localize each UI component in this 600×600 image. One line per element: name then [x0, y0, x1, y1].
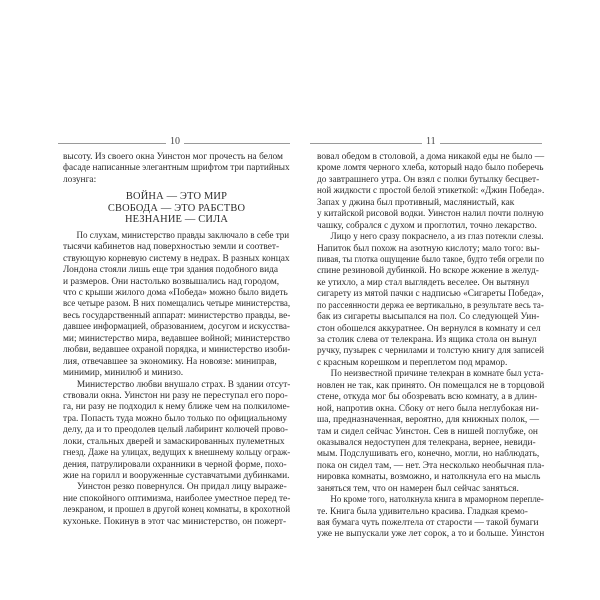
text-line: леэкраном, и прошел в другой конец комнаты, в крохотной [63, 505, 291, 516]
text-line: заняться тем, что он намерен был сейчас заняться. [317, 483, 519, 494]
text-line: Напиток был похож на азотную кислоту; мало того: вы- [317, 243, 540, 254]
text-line: Уинстон резко повернулся. Он придал лицу выраже- [77, 482, 287, 493]
text-line: пивая, ты глотка ощущение было такое, будто тебя огрели по [317, 254, 545, 265]
text-line: ствовали окна. Уинстон ни разу не переступал его поро- [63, 390, 288, 401]
text-line: тысячи кабинетов над поверхностью земли и соответ- [63, 242, 280, 253]
text-line: лозунга: [63, 174, 97, 185]
text-line: По неизвестной причине телекран в комнате был уста- [330, 369, 544, 380]
text-line: вая бумага чуть пожелтела от старости — такой бумаги [317, 518, 539, 528]
page-number: 11 [422, 135, 440, 149]
text-line: ной жидкости с простой белой этикеткой: «Джин Победа». [317, 186, 545, 197]
text-line: давшее информацией, образованием, досугом и искусства- [63, 322, 290, 333]
text-line: ной, напротив окна. Сбоку от него была неглубокая ни- [317, 403, 539, 414]
text-line: кроме ломтя черного хлеба, который надо было поберечь [317, 163, 544, 174]
text-line: пока он сидел там, — нет. Эта несколько необычная пла- [317, 460, 545, 471]
text-line: там и сидел сейчас Уинстон. Сев в нишей поглубже, он [317, 426, 538, 437]
text-line: по рассеянности держа ее вертикально, в результате весь та- [317, 300, 544, 311]
right-page [300, 0, 600, 600]
text-line: за столик слева от телекрана. Из ящика стола он вынул [317, 335, 537, 345]
text-line: ние спокойного оптимизма, наиболее уместное перед те- [63, 493, 291, 504]
text-line: уже не выпускали уже лет сорок, а то и больше. Уинстон [317, 529, 545, 540]
text-line: Запах у джина был противный, маслянистый, как [317, 197, 515, 208]
text-line: мым. Подслушивать его, конечно, могли, но наблюдать, [317, 449, 540, 460]
text-line: вовал обедом в столовой, а дома никакой еды не было — [317, 152, 545, 162]
slogan: СВОБОДА — ЭТО РАБСТВО [107, 202, 246, 214]
text-line: у китайской рисовой водки. Уинстон налил почти полную [317, 209, 544, 220]
text-line: новлен не так, как принято. Он помещался не в торцовой [317, 380, 545, 391]
text-line: га, ни разу не подходил к нему ближе чем на полкиломе- [63, 402, 290, 413]
text-line: ми; министерство мира, ведавшее войной; министерство [63, 333, 290, 344]
text-line: ша, предназначенная, вероятно, для книжных полок, — [317, 415, 539, 426]
text-line: весь государственный аппарат: министерство правды, ве- [63, 310, 291, 321]
text-line: сигарету из мятой пачки с надписью «Сигареты Победа», [317, 289, 544, 300]
text-line: стон обошелся аккуратнее. Он вернулся в комнату и сел [317, 323, 541, 334]
text-line: все четыре разом. В них помещались четыре министерства, [63, 299, 291, 310]
text-line: жие на горилл и вооруженные суставчатыми дубинками. [63, 471, 290, 481]
text-line: ручку, пузырек с чернилами и толстую книгу для записей [317, 346, 545, 357]
text-line: те. Книга была удивительно красива. Гладкая кремо- [317, 506, 528, 517]
text-line: чашку, собрался с духом и проглотил, точно лекарство. [317, 220, 537, 231]
text-line: кухоньке. Покинув в этот час министерство, он пожерт- [63, 516, 287, 527]
text-line: ствующую корневую систему в недрах. В разных концах [63, 253, 290, 264]
text-line: Лондона стояли лишь еще три здания подобного вида [63, 265, 279, 276]
text-line: дения, патрулировали охранники в черной форме, похо- [63, 459, 287, 470]
text-line: делу, да и то преодолев целый лабиринт колючей прово- [63, 425, 288, 436]
text-line: что с крыши жилого дома «Победа» можно было видеть [63, 288, 288, 298]
text-line: и размеров. Они настолько возвышались над городом, [63, 276, 280, 287]
text-line: Но кроме того, натолкнула книга в мраморном перепле- [330, 495, 544, 506]
text-line: оказывался недоступен для телекрана, вернее, невиди- [317, 437, 536, 448]
text-line: Министерство любви внушало страх. В здании отсут- [76, 379, 291, 390]
text-line: спине резиновой дубинкой. Но вскоре жжение в желуд- [317, 266, 539, 277]
text-line: гнезд. Даже на улицах, ведущих к внешнему кольцу ограж- [63, 448, 291, 459]
text-line: фасаде написанные элегантным шрифтом три партийных [63, 163, 290, 174]
page-number: 10 [166, 135, 184, 149]
text-line: минимир, минилюб и минизо. [63, 368, 184, 379]
text-line: любви, ведавшее охраной порядка, и министерство изоби- [63, 345, 291, 356]
text-line: высоту. Из своего окна Уинстон мог прочесть на белом [63, 152, 283, 162]
slogan: ВОЙНА — ЭТО МИР [125, 191, 228, 203]
text-line: стене, откуда мог бы обозревать всю комнату, а в длин- [317, 392, 538, 403]
text-line: ке утихло, а мир стал выглядеть веселее. Он вытянул [317, 277, 530, 288]
text-line: с красным корешком и переплетом под мрамор. [317, 357, 508, 368]
left-page-text [63, 152, 290, 528]
text-line: до завтрашнего утра. Он взял с полки бутылку бесцвет- [317, 174, 540, 185]
text-line: Лицо у него сразу покраснело, а из глаз потекли слезы. [330, 232, 544, 243]
text-line: бак из сигареты высыпался на пол. Со следующей Уин- [317, 312, 540, 323]
text-line: лия, отвечавшее за экономику. На новоязе: миниправ, [63, 356, 277, 367]
right-page-text [317, 152, 544, 541]
text-line: тра. Попасть туда можно было только по официальному [63, 413, 288, 424]
text-line: нировка комнаты, возможно, и натолкнула его на мысль [317, 472, 541, 483]
slogan: НЕЗНАНИЕ — СИЛА [124, 214, 229, 226]
text-line: локи, стальных дверей и замаскированных пулеметных [63, 436, 285, 447]
text-line: По слухам, министерство правды заключало в себе три [76, 230, 290, 241]
